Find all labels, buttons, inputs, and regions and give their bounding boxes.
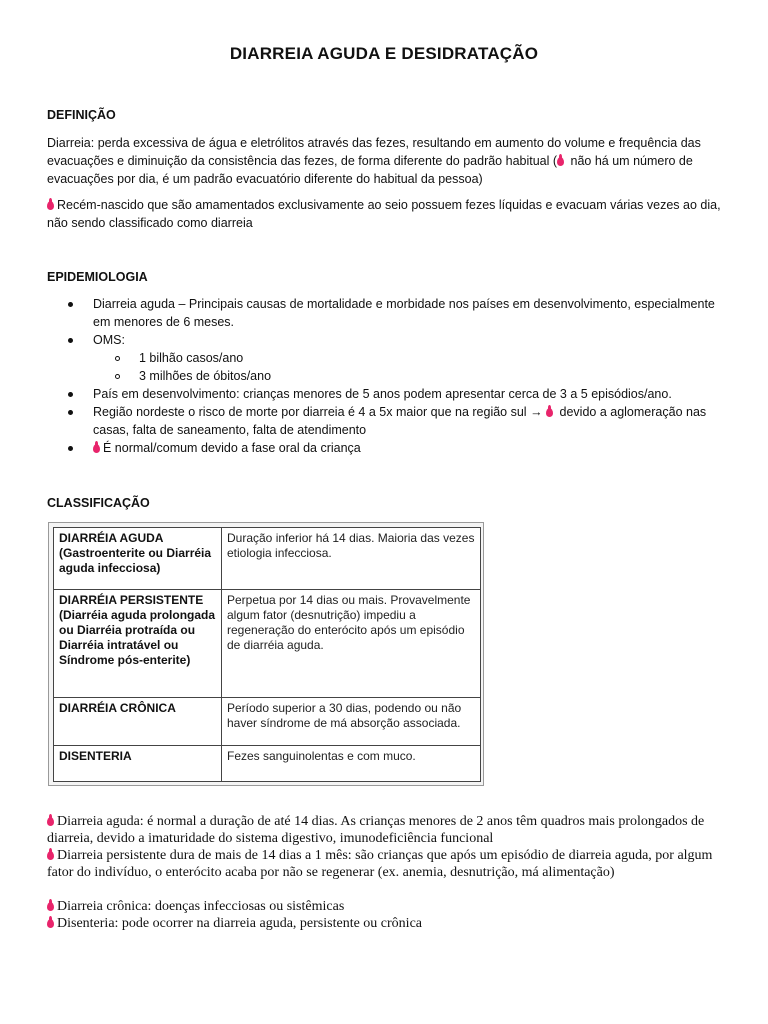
classification-table-image xyxy=(48,522,484,786)
list-item xyxy=(47,439,731,457)
table-cell-type: DIARRÉIA PERSISTENTE (Diarréia aguda prolongada ou Diarréia protraída ou Diarréia intratável ou Síndrome pós-enterite) xyxy=(54,590,222,698)
definition-text-part-1: Diarreia: perda excessiva de água e eletrólitos através das fezes, resultando em aumento do volume e frequência das evacuações e diminuição da consistência das fezes, de forma diferente do padrão habitual ( xyxy=(47,136,701,168)
section-heading-epidemiologia: EPIDEMIOLOGIA xyxy=(47,270,148,284)
list-item-text: É normal/comum devido a fase oral da criança xyxy=(103,441,361,455)
table-row xyxy=(54,590,481,698)
arrow-right-icon: → xyxy=(530,405,543,419)
list-item xyxy=(47,403,731,439)
list-item-text: Diarreia aguda – Principais causas de mortalidade e morbidade nos países em desenvolvimento, especialmente em menores de 6 meses. xyxy=(93,297,715,329)
list-item-text: devido a aglomeração nas casas, falta de saneamento, falta de atendimento xyxy=(93,405,707,437)
drop-icon xyxy=(47,902,54,911)
note-text: Diarreia persistente dura de mais de 14 dias a 1 mês: são crianças que após um episódio de diarreia aguda, por algum fator do indivíduo, o enterócito acaba por não se regenerar (ex. anemia, desnutrição, má alimentação) xyxy=(47,848,713,880)
table-row xyxy=(54,698,481,746)
bullet-icon xyxy=(68,410,73,415)
table-cell-desc: Período superior a 30 dias, podendo ou não haver síndrome de má absorção associada. xyxy=(222,698,481,746)
circle-bullet-icon xyxy=(115,356,120,361)
note-text: Diarreia crônica: doenças infecciosas ou sistêmicas xyxy=(57,899,345,914)
sub-list-item-text: 3 milhões de óbitos/ano xyxy=(139,369,272,383)
drop-icon xyxy=(557,157,564,166)
sub-list xyxy=(93,349,731,385)
list-item-text: OMS: xyxy=(93,333,125,347)
table-cell-type: DISENTERIA xyxy=(54,746,222,782)
definition-paragraph xyxy=(47,134,731,188)
table-cell-desc: Duração inferior há 14 dias. Maioria das vezes etiologia infecciosa. xyxy=(222,528,481,590)
sub-list-item xyxy=(93,367,731,385)
drop-icon xyxy=(47,919,54,928)
drop-icon xyxy=(546,408,553,417)
note-text: Disenteria: pode ocorrer na diarreia aguda, persistente ou crônica xyxy=(57,916,422,931)
table-row xyxy=(54,528,481,590)
drop-icon xyxy=(47,851,54,860)
list-item xyxy=(47,295,731,331)
table-cell-desc: Perpetua por 14 dias ou mais. Provavelmente algum fator (desnutrição) impediu a regeneração do enterócito após um episódio de diarréia aguda. xyxy=(222,590,481,698)
note-text: Diarreia aguda: é normal a duração de até 14 dias. As crianças menores de 2 anos têm quadros mais prolongados de diarreia, devido a imaturidade do sistema digestivo, imunodeficiência funcional xyxy=(47,814,705,846)
circle-bullet-icon xyxy=(115,374,120,379)
bullet-icon xyxy=(68,302,73,307)
drop-icon xyxy=(93,444,100,453)
list-item xyxy=(47,331,731,385)
table-cell-type: DIARRÉIA CRÔNICA xyxy=(54,698,222,746)
section-heading-definicao: DEFINIÇÃO xyxy=(47,108,116,122)
table-cell-type: DIARRÉIA AGUDA (Gastroenterite ou Diarréia aguda infecciosa) xyxy=(54,528,222,590)
note-persistent xyxy=(47,847,737,881)
list-item xyxy=(47,385,731,403)
note-dysentery xyxy=(47,915,737,932)
epidemiology-list xyxy=(47,295,731,457)
note-acute xyxy=(47,813,737,847)
classification-table xyxy=(53,527,481,782)
newborn-note-paragraph xyxy=(47,196,731,232)
drop-icon xyxy=(47,817,54,826)
table-row xyxy=(54,746,481,782)
list-item-text: Região nordeste o risco de morte por diarreia é 4 a 5x maior que na região sul xyxy=(93,405,531,419)
bullet-icon xyxy=(68,446,73,451)
bullet-icon xyxy=(68,338,73,343)
newborn-note-text: Recém-nascido que são amamentados exclusivamente ao seio possuem fezes líquidas e evacuam várias vezes ao dia, não sendo classificado como diarreia xyxy=(47,198,721,230)
bullet-icon xyxy=(68,392,73,397)
drop-icon xyxy=(47,201,54,210)
list-item-text: País em desenvolvimento: crianças menores de 5 anos podem apresentar cerca de 3 a 5 episódios/ano. xyxy=(93,387,672,401)
sub-list-item-text: 1 bilhão casos/ano xyxy=(139,351,244,365)
table-cell-desc: Fezes sanguinolentas e com muco. xyxy=(222,746,481,782)
page-title: DIARREIA AGUDA E DESIDRATAÇÃO xyxy=(229,44,539,63)
sub-list-item xyxy=(93,349,731,367)
definition-text-part-2: não há um número de evacuações por dia, é um padrão evacuatório diferente do habitual da pessoa) xyxy=(47,154,693,186)
note-chronic xyxy=(47,898,737,915)
section-heading-classificacao: CLASSIFICAÇÃO xyxy=(47,496,150,510)
